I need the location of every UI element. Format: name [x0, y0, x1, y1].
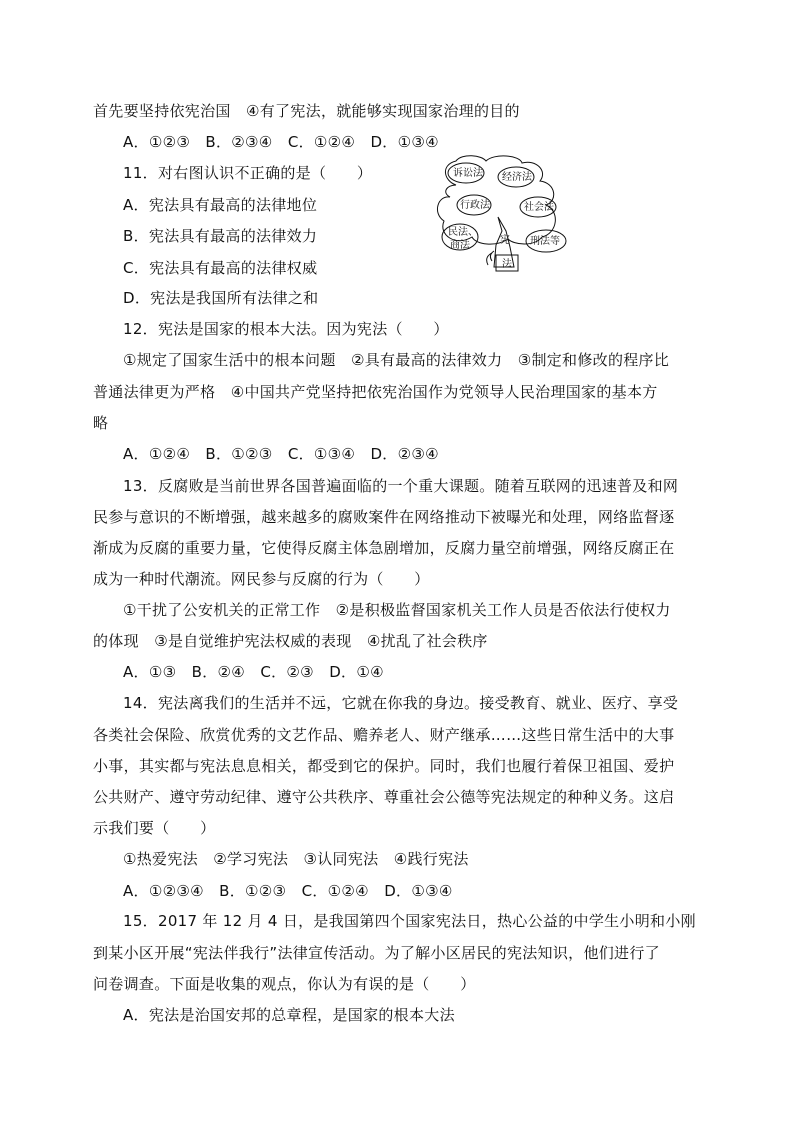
label-social-law: 社会法	[524, 202, 554, 213]
option-d: D．宪法是我国所有法律之和	[123, 289, 319, 307]
label-constitution: 宪	[500, 235, 510, 246]
statement-line: ①热爱宪法 ②学习宪法 ③认同宪法 ④践行宪法	[123, 850, 469, 868]
label-administrative-law: 行政法	[460, 200, 490, 211]
statement-line: 普通法律更为严格 ④中国共产党坚持把依宪治国作为党领导人民治理国家的基本方	[93, 383, 658, 401]
statement-line: 略	[93, 414, 109, 432]
label-commercial-law: 商法	[450, 240, 470, 251]
label-civil-law: 民法、	[448, 227, 478, 238]
question-11: 11．对右图认识不正确的是（ ）	[123, 164, 373, 182]
question-13: 13．反腐败是当前世界各国普遍面临的一个重大课题。随着互联网的迅速普及和网	[123, 477, 679, 495]
text-line: 示我们要（ ）	[93, 819, 216, 837]
statement-line: ①干扰了公安机关的正常工作 ②是积极监督国家机关工作人员是否依法行使权力	[123, 601, 671, 619]
label-criminal-law: 刑法等	[530, 236, 560, 247]
text-line: 问卷调查。下面是收集的观点，你认为有误的是（ ）	[93, 975, 476, 993]
label-law: 法	[502, 259, 512, 270]
text-line: 公共财产、遵守劳动纪律、遵守公共秩序、尊重社会公德等宪法规定的种种义务。这启	[93, 788, 675, 806]
question-12: 12．宪法是国家的根本大法。因为宪法（ ）	[123, 320, 449, 338]
option-a: A．宪法具有最高的法律地位	[123, 196, 318, 214]
option-a: A．宪法是治国安邦的总章程，是国家的根本大法	[123, 1006, 455, 1024]
option-b: B．宪法具有最高的法律效力	[123, 227, 318, 245]
answer-options: A．①②③ B．②③④ C．①②④ D．①③④	[123, 133, 439, 151]
answer-options: A．①②③④ B．①②③ C．①②④ D．①③④	[123, 882, 453, 900]
question-14: 14．宪法离我们的生活并不远，它就在你我的身边。接受教育、就业、医疗、享受	[123, 694, 679, 712]
label-litigation-law: 诉讼法	[453, 168, 483, 179]
text-line: 小事，其实都与宪法息息相关，都受到它的保护。同时，我们也履行着保卫祖国、爱护	[93, 757, 675, 775]
text-line: 成为一种时代潮流。网民参与反腐的行为（ ）	[93, 570, 430, 588]
answer-options: A．①②④ B．①②③ C．①③④ D．②③④	[123, 445, 439, 463]
answer-options: A．①③ B．②④ C．②③ D．①④	[123, 663, 384, 681]
text-line: 首先要坚持依宪治国 ④有了宪法，就能够实现国家治理的目的	[93, 102, 520, 120]
label-economic-law: 经济法	[502, 172, 532, 183]
question-15: 15．2017 年 12 月 4 日，是我国第四个国家宪法日，热心公益的中学生小明和小刚	[123, 912, 696, 930]
statement-line: ①规定了国家生活中的根本问题 ②具有最高的法律效力 ③制定和修改的程序比	[123, 351, 670, 369]
option-c: C．宪法具有最高的法律权威	[123, 259, 318, 277]
text-line: 各类社会保险、欣赏优秀的文艺作品、赡养老人、财产继承……这些日常生活中的大事	[93, 726, 675, 744]
trunk-line	[490, 251, 494, 261]
law-tree-figure	[436, 155, 586, 275]
text-line: 渐成为反腐的重要力量，它使得反腐主体急剧增加，反腐力量空前增强，网络反腐正在	[93, 539, 675, 557]
text-line: 到某小区开展“宪法伴我行”法律宣传活动。为了解小区居民的宪法知识，他们进行了	[93, 944, 660, 962]
statement-line: 的体现 ③是自觉维护宪法权威的表现 ④扰乱了社会秩序	[93, 632, 488, 650]
text-line: 民参与意识的不断增强，越来越多的腐败案件在网络推动下被曝光和处理，网络监督逐	[93, 508, 675, 526]
